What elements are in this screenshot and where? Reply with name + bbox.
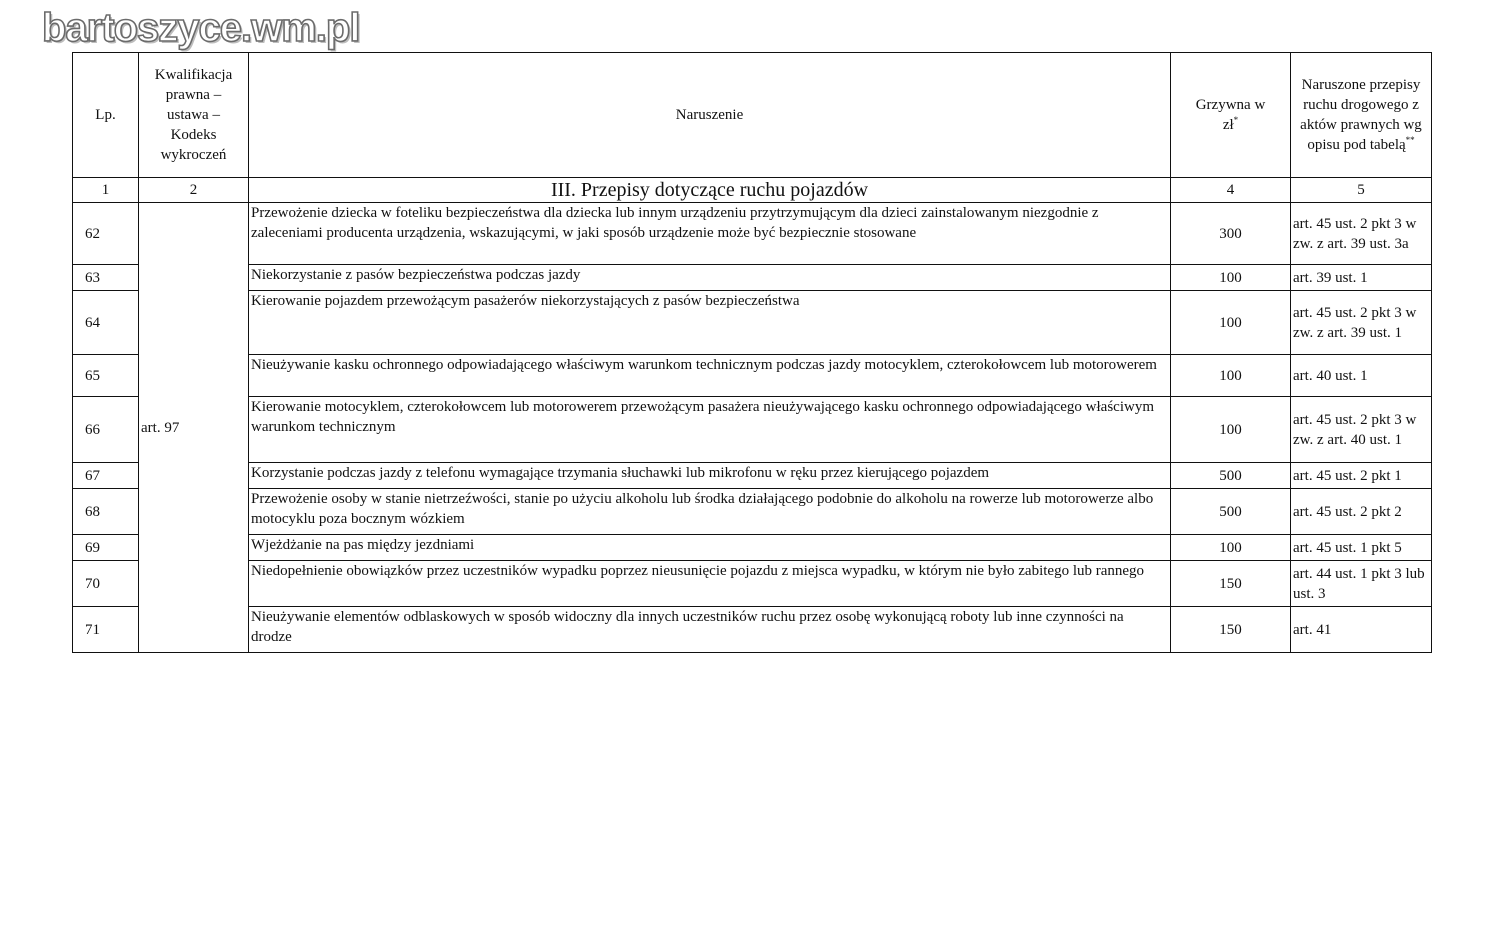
row-lp: 68: [73, 489, 139, 535]
header-rules-mark: **: [1405, 135, 1415, 145]
row-rules: art. 44 ust. 1 pkt 3 lub ust. 3: [1291, 561, 1432, 607]
table-row: [73, 203, 1432, 265]
row-fine: 100: [1171, 265, 1291, 291]
row-violation: Kierowanie motocyklem, czterokołowcem lub motorowerem przewożącym pasażera nieużywającego kasku ochronnego odpowiadającego właściwym warunkom technicznym: [249, 397, 1171, 463]
row-fine: 100: [1171, 535, 1291, 561]
header-violation-text: Naruszenie: [675, 107, 744, 123]
table-row: [73, 463, 1432, 489]
row-rules: art. 45 ust. 2 pkt 1: [1291, 463, 1432, 489]
header-lp-text: Lp.: [95, 107, 116, 123]
column-number-4: 4: [1171, 178, 1291, 203]
column-number-row: [73, 178, 1432, 203]
row-rules: art. 41: [1291, 607, 1432, 653]
header-fine-mark: *: [1233, 115, 1239, 125]
row-fine: 150: [1171, 607, 1291, 653]
header-rules: [1291, 53, 1432, 178]
table-row: [73, 561, 1432, 607]
row-violation: Wjeżdżanie na pas między jezdniami: [249, 535, 1171, 561]
row-fine: 150: [1171, 561, 1291, 607]
table-header-row: [73, 53, 1432, 178]
row-lp: 71: [73, 607, 139, 653]
row-rules: art. 45 ust. 2 pkt 3 w zw. z art. 40 ust. 1: [1291, 397, 1432, 463]
header-fine-text: Grzywna w zł: [1195, 97, 1266, 133]
row-rules: art. 45 ust. 2 pkt 3 w zw. z art. 39 ust. 3a: [1291, 203, 1432, 265]
row-lp: 69: [73, 535, 139, 561]
row-violation: Kierowanie pojazdem przewożącym pasażerów niekorzystających z pasów bezpieczeństwa: [249, 291, 1171, 355]
table-row: [73, 489, 1432, 535]
qualification-cell: art. 97: [139, 203, 249, 653]
row-lp: 62: [73, 203, 139, 265]
row-violation: Korzystanie podczas jazdy z telefonu wymagające trzymania słuchawki lub mikrofonu w ręku przez kierującego pojazdem: [249, 463, 1171, 489]
table-row: [73, 397, 1432, 463]
table-row: [73, 535, 1432, 561]
row-lp: 66: [73, 397, 139, 463]
row-fine: 500: [1171, 463, 1291, 489]
header-rules-text: Naruszone przepisy ruchu drogowego z aktów prawnych wg opisu pod tabelą: [1300, 77, 1422, 153]
row-lp: 67: [73, 463, 139, 489]
row-fine: 100: [1171, 291, 1291, 355]
column-number-5: 5: [1291, 178, 1432, 203]
table-row: [73, 355, 1432, 397]
row-violation: Przewożenie dziecka w foteliku bezpieczeństwa dla dziecka lub innym urządzeniu przytrzymującym dla dzieci zainstalowanym niezgodnie z zaleceniami producenta urządzenia, wskazującymi, w jaki sposób urządzenie może być bezpiecznie stosowane: [249, 203, 1171, 265]
row-rules: art. 40 ust. 1: [1291, 355, 1432, 397]
row-rules: art. 39 ust. 1: [1291, 265, 1432, 291]
row-fine: 100: [1171, 397, 1291, 463]
row-violation: Nieużywanie elementów odblaskowych w sposób widoczny dla innych uczestników ruchu przez osobę wykonującą roboty lub inne czynności na drodze: [249, 607, 1171, 653]
column-number-1: 1: [73, 178, 139, 203]
header-fine: [1171, 53, 1291, 178]
header-lp: [73, 53, 139, 178]
fines-table: [72, 52, 1432, 653]
row-violation: Przewożenie osoby w stanie nietrzeźwości, stanie po użyciu alkoholu lub środka działającego podobnie do alkoholu na rowerze lub motorowerze albo motocyklu poza bocznym wózkiem: [249, 489, 1171, 535]
row-fine: 100: [1171, 355, 1291, 397]
row-violation: Niekorzystanie z pasów bezpieczeństwa podczas jazdy: [249, 265, 1171, 291]
header-qualification-text: Kwalifikacja prawna – ustawa – Kodeks wykroczeń: [154, 67, 233, 163]
row-lp: 65: [73, 355, 139, 397]
row-lp: 64: [73, 291, 139, 355]
row-violation: Nieużywanie kasku ochronnego odpowiadającego właściwym warunkom technicznym podczas jazdy motocyklem, czterokołowcem lub motorowerem: [249, 355, 1171, 397]
row-rules: art. 45 ust. 2 pkt 3 w zw. z art. 39 ust. 1: [1291, 291, 1432, 355]
section-title: III. Przepisy dotyczące ruchu pojazdów: [249, 178, 1171, 203]
header-violation: [249, 53, 1171, 178]
row-violation: Niedopełnienie obowiązków przez uczestników wypadku poprzez nieusunięcie pojazdu z miejsca wypadku, w którym nie było zabitego lub rannego: [249, 561, 1171, 607]
row-lp: 70: [73, 561, 139, 607]
row-rules: art. 45 ust. 2 pkt 2: [1291, 489, 1432, 535]
watermark: bartoszyce.wm.pl: [42, 6, 360, 50]
table-row: [73, 291, 1432, 355]
column-number-2: 2: [139, 178, 249, 203]
row-rules: art. 45 ust. 1 pkt 5: [1291, 535, 1432, 561]
row-lp: 63: [73, 265, 139, 291]
row-fine: 300: [1171, 203, 1291, 265]
table-row: [73, 607, 1432, 653]
header-qualification: [139, 53, 249, 178]
table-row: [73, 265, 1432, 291]
row-fine: 500: [1171, 489, 1291, 535]
